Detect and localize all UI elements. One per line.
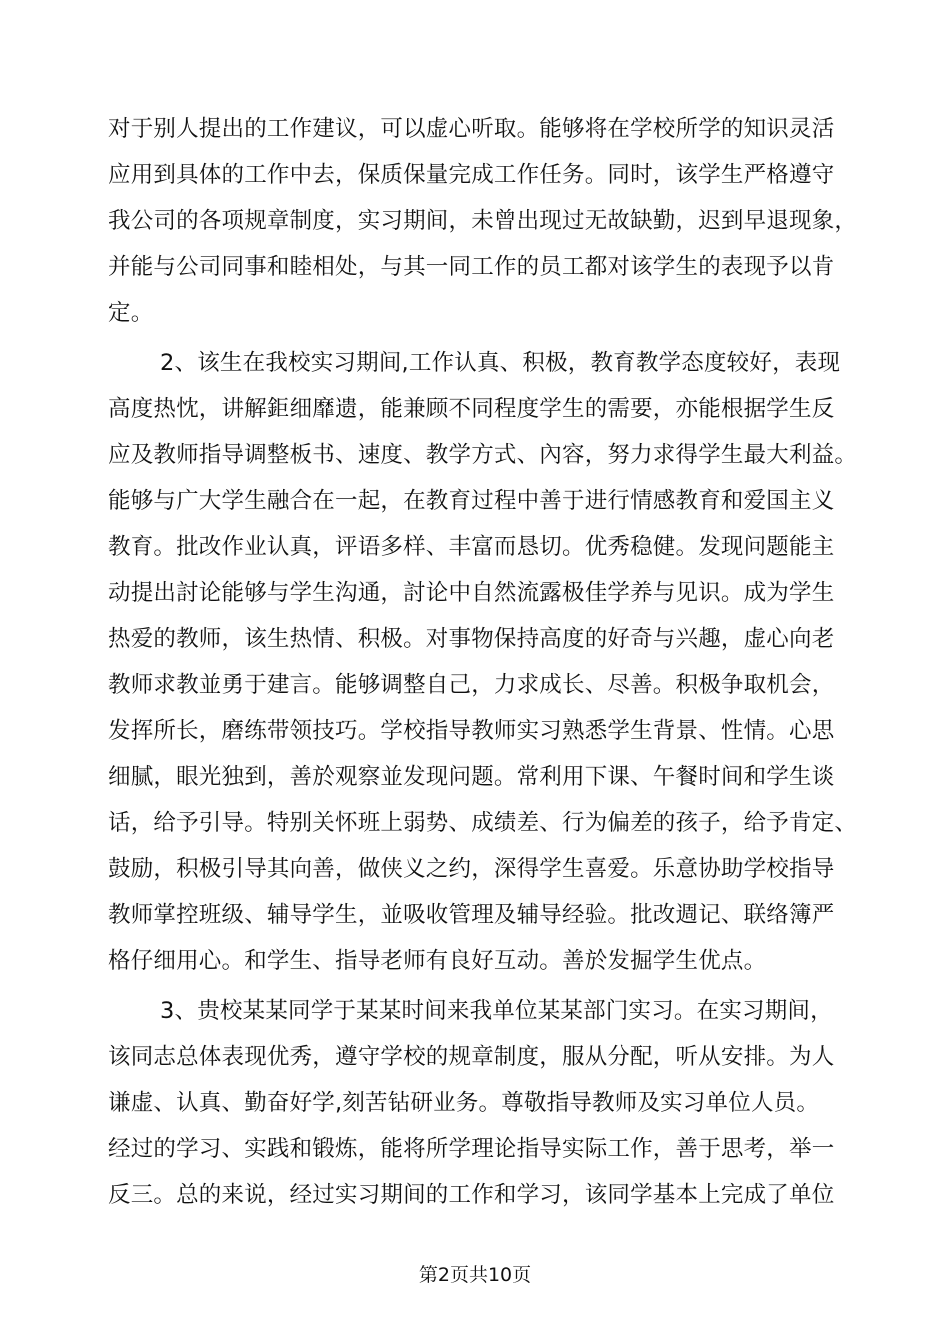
paragraph-3-line-4: 经过的学习、实践和锻炼，能将所学理论指导实际工作，善于思考，举一	[108, 1136, 835, 1162]
paragraph-2-line-8: 教师求教並勇于建言。能够调整自己，力求成长、尽善。积极争取机会，	[108, 672, 835, 698]
paragraph-2-line-12: 鼓励，积极引导其向善，做侠义之约，深得学生喜爱。乐意协助学校指导	[108, 856, 835, 882]
paragraph-2-line-3: 应及教师指导调整板书、速度、教学方式、內容，努力求得学生最大利益。	[108, 442, 858, 468]
paragraph-1-line-5: 定。	[108, 300, 154, 326]
paragraph-3-line-5: 反三。总的来说，经过实习期间的工作和学习，该同学基本上完成了单位	[108, 1182, 835, 1208]
page-number-footer: 第2页共10页	[418, 1264, 532, 1286]
paragraph-3-line-1: 3、贵校某某同学于某某时间来我单位某某部门实习。在实习期间，	[160, 998, 833, 1024]
paragraph-1-line-2: 应用到具体的工作中去，保质保量完成工作任务。同时，该学生严格遵守	[108, 162, 835, 188]
paragraph-1-line-3: 我公司的各项规章制度，实习期间，未曾出现过无故缺勤，迟到早退现象，	[108, 208, 858, 234]
paragraph-1-line-1: 对于别人提出的工作建议，可以虚心听取。能够将在学校所学的知识灵活	[108, 116, 835, 142]
paragraph-2-line-9: 发挥所长，磨练带领技巧。学校指导教师实习熟悉学生背景、性情。心思	[108, 718, 835, 744]
paragraph-3-line-3: 谦虚、认真、勤奋好学,刻苦钻研业务。尊敬指导教师及实习单位人员。	[108, 1090, 820, 1116]
paragraph-2-line-2: 高度热忱，讲解鉅细靡遗，能兼顾不同程度学生的需要，亦能根据学生反	[108, 396, 835, 422]
paragraph-3-line-2: 该同志总体表现优秀，遵守学校的规章制度，服从分配，听从安排。为人	[108, 1044, 835, 1070]
paragraph-2-line-14: 格仔细用心。和学生、指导老师有良好互动。善於发掘学生优点。	[108, 948, 767, 974]
paragraph-2-line-5: 教育。批改作业认真，评语多样、丰富而恳切。优秀稳健。发现问题能主	[108, 534, 835, 560]
paragraph-2-line-4: 能够与广大学生融合在一起，在教育过程中善于进行情感教育和爱国主义	[108, 488, 835, 514]
paragraph-2-line-11: 话，给予引导。特别关怀班上弱势、成绩差、行为偏差的孩子，给予肯定、	[108, 810, 858, 836]
paragraph-2-line-6: 动提出討论能够与学生沟通，討论中自然流露极佳学养与见识。成为学生	[108, 580, 835, 606]
paragraph-2-line-1: 2、该生在我校实习期间,工作认真、积极，教育教学态度较好，表现	[160, 350, 841, 376]
paragraph-2-line-13: 教师掌控班级、辅导学生，並吸收管理及辅导经验。批改週记、联络簿严	[108, 902, 835, 928]
paragraph-1-line-4: 并能与公司同事和睦相处，与其一同工作的员工都对该学生的表现予以肯	[108, 254, 835, 280]
paragraph-2-line-10: 细腻，眼光独到，善於观察並发现问题。常利用下课、午餐时间和学生谈	[108, 764, 835, 790]
paragraph-2-line-7: 热爱的教师，该生热情、积极。对事物保持高度的好奇与兴趣，虚心向老	[108, 626, 835, 652]
